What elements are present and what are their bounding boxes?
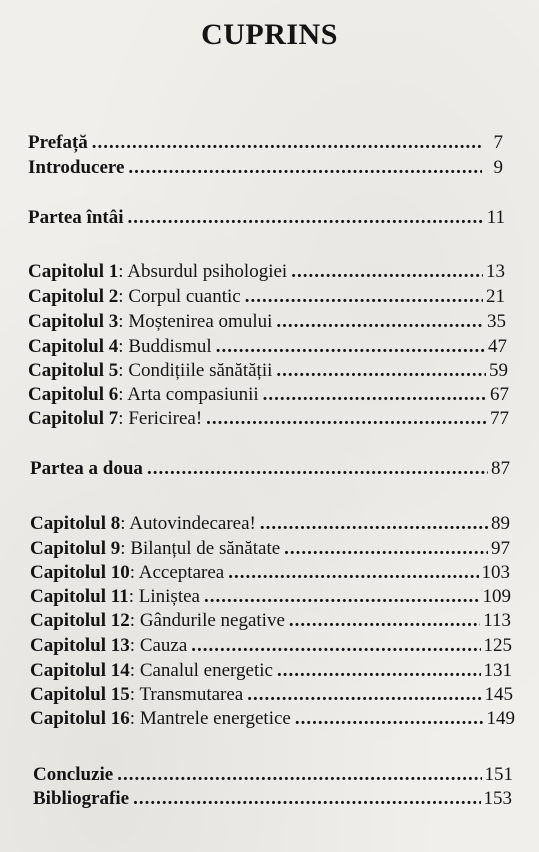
dot-leader: [133, 787, 480, 811]
chapter-separator: :: [129, 708, 140, 729]
dot-leader: [191, 634, 480, 658]
toc-entry-chapter-4: [28, 335, 507, 359]
chapter-separator: :: [118, 311, 129, 332]
chapter-title: Acceptarea: [138, 562, 225, 583]
chapter-title: Buddismul: [128, 336, 212, 357]
toc-entry-label: Concluzie: [33, 764, 114, 785]
toc-page-number: 151: [484, 764, 513, 785]
dot-leader: [260, 512, 488, 536]
toc-page-number: 89: [491, 513, 510, 534]
toc-entry-chapter-8: [30, 512, 510, 536]
toc-page-number: 87: [491, 458, 510, 479]
toc-entry-bibliografie: [33, 787, 512, 811]
chapter-prefix: Capitolul 13: [30, 635, 130, 656]
toc-page-number: 67: [490, 384, 509, 405]
toc-entry-chapter-2: [28, 285, 505, 309]
dot-leader: [204, 585, 480, 609]
toc-entry-label: Bibliografie: [33, 788, 130, 809]
page-title: CUPRINS: [201, 18, 338, 51]
dot-leader: [289, 609, 480, 633]
chapter-title: Fericirea!: [128, 408, 203, 429]
chapter-title: Absurdul psihologiei: [127, 261, 288, 282]
chapter-separator: :: [118, 384, 128, 405]
dot-leader: [277, 659, 481, 683]
toc-page-number: 131: [483, 660, 512, 681]
chapter-prefix: Capitolul 7: [28, 408, 119, 429]
chapter-separator: :: [118, 360, 129, 381]
toc-entry-chapter-5: [28, 359, 508, 383]
chapter-title: Corpul cuantic: [128, 286, 241, 307]
chapter-title: Transmutarea: [139, 684, 244, 705]
dot-leader: [128, 156, 482, 180]
chapter-prefix: Capitolul 1: [28, 261, 119, 282]
dot-leader: [92, 131, 482, 155]
toc-page-number: 145: [484, 684, 513, 705]
chapter-title: Autovindecarea!: [129, 513, 256, 534]
dot-leader: [245, 285, 483, 309]
chapter-title: Mantrele energetice: [139, 708, 291, 729]
toc-entry-label: Partea a doua: [30, 458, 143, 479]
toc-page-number: 149: [486, 708, 515, 729]
chapter-title: Moștenirea omului: [128, 311, 273, 332]
dot-leader: [147, 457, 488, 481]
dot-leader: [284, 537, 488, 561]
toc-entry-chapter-13: [30, 634, 512, 658]
toc-entry-chapter-7: [28, 407, 509, 431]
chapter-separator: :: [120, 538, 131, 559]
toc-page-number: 153: [483, 788, 512, 809]
chapter-title: Cauza: [139, 635, 188, 656]
toc-page-number: 109: [482, 586, 511, 607]
chapter-prefix: Capitolul 14: [30, 660, 130, 681]
dot-leader: [216, 335, 485, 359]
chapter-prefix: Capitolul 2: [28, 286, 119, 307]
toc-page-number: 9: [493, 157, 503, 178]
chapter-separator: :: [118, 408, 129, 429]
toc-entry-partea-a-doua: [30, 457, 510, 481]
toc-entry-chapter-12: [30, 609, 511, 633]
toc-page-number: 97: [491, 538, 510, 559]
toc-page-number: 35: [487, 311, 506, 332]
chapter-prefix: Capitolul 4: [28, 336, 119, 357]
dot-leader: [247, 683, 481, 707]
toc-page-number: 13: [486, 261, 505, 282]
toc-entry-label: Prefață: [28, 132, 88, 153]
chapter-title: Bilanțul de sănătate: [130, 538, 281, 559]
toc-page-number: 7: [493, 132, 503, 153]
dot-leader: [128, 206, 484, 230]
dot-leader: [206, 407, 487, 431]
chapter-separator: :: [128, 586, 139, 607]
toc-entry-chapter-10: [30, 561, 510, 585]
toc-entry-partea-intai: [28, 206, 505, 230]
dot-leader: [291, 260, 483, 284]
chapter-prefix: Capitolul 10: [30, 562, 130, 583]
chapter-prefix: Capitolul 12: [30, 610, 130, 631]
toc-entry-prefata: [28, 131, 503, 155]
toc-page-number: 59: [489, 360, 508, 381]
toc-entry-chapter-1: [28, 260, 505, 284]
chapter-prefix: Capitolul 6: [28, 384, 119, 405]
chapter-separator: :: [118, 336, 129, 357]
toc-page-number: 113: [483, 610, 511, 631]
chapter-separator: :: [129, 635, 140, 656]
toc-entry-chapter-6: [28, 383, 509, 407]
chapter-prefix: Capitolul 8: [30, 513, 121, 534]
dot-leader: [117, 763, 481, 787]
dot-leader: [228, 561, 478, 585]
toc-entry-introducere: [28, 156, 503, 180]
chapter-separator: :: [129, 562, 139, 583]
toc-entry-chapter-11: [30, 585, 511, 609]
chapter-prefix: Capitolul 5: [28, 360, 119, 381]
dot-leader: [295, 707, 484, 731]
toc-page-number: 21: [486, 286, 505, 307]
chapter-prefix: Capitolul 11: [30, 586, 129, 607]
chapter-separator: :: [118, 261, 128, 282]
dot-leader: [276, 310, 484, 334]
chapter-separator: :: [118, 286, 129, 307]
toc-page-number: 47: [488, 336, 507, 357]
toc-entry-chapter-14: [30, 659, 512, 683]
toc-entry-chapter-16: [30, 707, 515, 731]
toc-page-number: 125: [483, 635, 512, 656]
chapter-prefix: Capitolul 15: [30, 684, 130, 705]
toc-entry-label: Introducere: [28, 157, 125, 178]
toc-entry-chapter-15: [30, 683, 513, 707]
toc-entry-label: Partea întâi: [28, 207, 124, 228]
toc-entry-chapter-3: [28, 310, 506, 334]
chapter-title: Gândurile negative: [139, 610, 285, 631]
chapter-separator: :: [120, 513, 130, 534]
toc-entry-concluzie: [33, 763, 513, 787]
chapter-prefix: Capitolul 3: [28, 311, 119, 332]
toc-page-number: 11: [486, 207, 505, 228]
chapter-title: Liniștea: [138, 586, 200, 607]
chapter-title: Canalul energetic: [139, 660, 273, 681]
chapter-separator: :: [129, 610, 140, 631]
chapter-separator: :: [129, 660, 140, 681]
chapter-prefix: Capitolul 16: [30, 708, 130, 729]
chapter-title: Condițiile sănătății: [128, 360, 273, 381]
toc-entry-chapter-9: [30, 537, 510, 561]
toc-page-number: 77: [490, 408, 509, 429]
dot-leader: [276, 359, 486, 383]
toc-page-number: 103: [481, 562, 510, 583]
chapter-prefix: Capitolul 9: [30, 538, 121, 559]
chapter-title: Arta compasiunii: [127, 384, 259, 405]
chapter-separator: :: [129, 684, 140, 705]
dot-leader: [263, 383, 487, 407]
